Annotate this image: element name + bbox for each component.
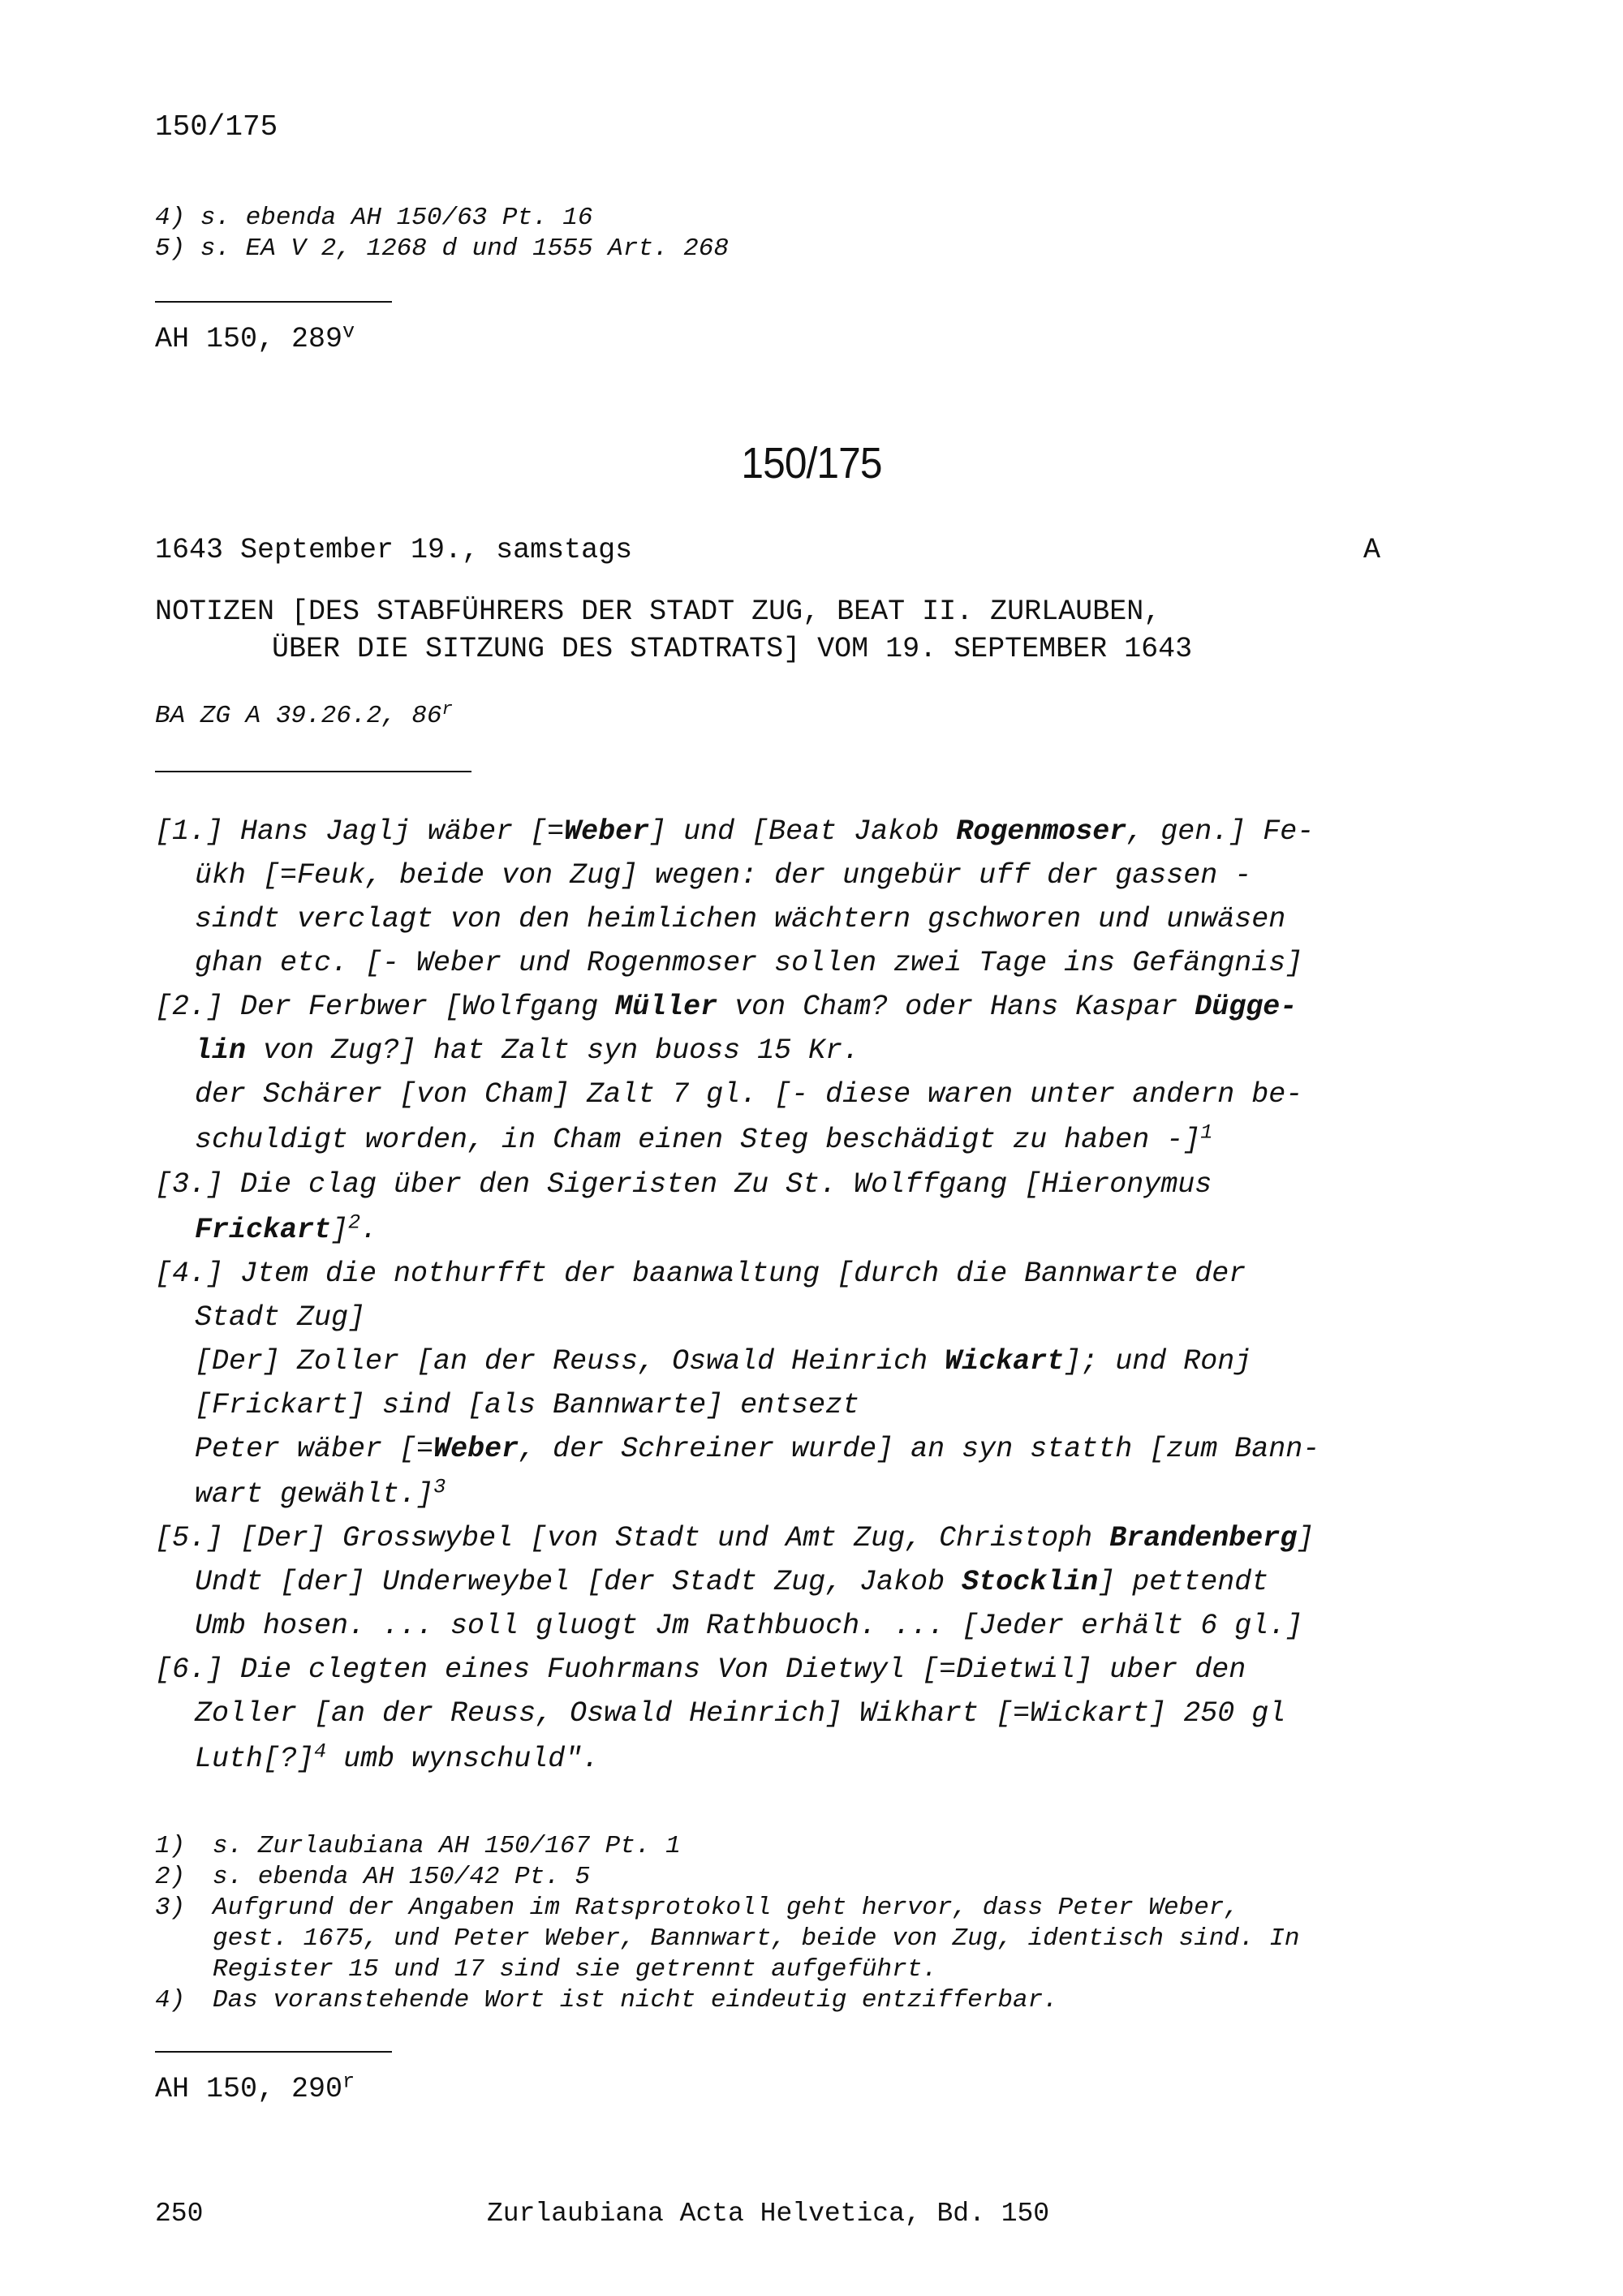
text: ]; und Ronj [1064,1345,1252,1378]
body-line [195,1475,446,1511]
body-line: der Schärer [von Cham] Zalt 7 gl. [- diese waren unter andern be- [195,1078,1303,1111]
footnote-marker: 2 [348,1210,361,1235]
body-line: [3.] Die clag über den Sigeristen Zu St. Wolffgang [Hieronymus [155,1168,1212,1201]
name-bold: Weber [433,1433,519,1465]
body-line [195,1433,1319,1465]
footnote-text: Das voranstehende Wort ist nicht eindeutig entzifferbar. [213,1986,1058,2014]
footnote-text: Aufgrund der Angaben im Ratsprotokoll geht hervor, dass Peter Weber, [213,1894,1240,1922]
body-line: Zoller [an der Reuss, Oswald Heinrich] Wikhart [=Wickart] 250 gl [195,1697,1286,1730]
text: ] pettendt [1098,1566,1269,1598]
journal-title: Zurlaubiana Acta Helvetica, Bd. 150 [487,2199,1050,2229]
folio-superscript: r [342,2070,355,2094]
text: Luth[?] [195,1743,315,1775]
text: ] [331,1214,349,1246]
document-letter: A [1363,534,1381,566]
body-line: [Frickart] sind [als Bannwarte] entsezt [195,1389,860,1421]
text: . [360,1214,378,1246]
body-line: Stadt Zug] [195,1301,366,1334]
text: Peter wäber [= [195,1433,434,1465]
document-date: 1643 September 19., samstags [155,534,633,566]
text: umb wynschuld". [326,1743,600,1775]
footnote-text: gest. 1675, und Peter Weber, Bannwart, beide von Zug, identisch sind. In [213,1924,1300,1953]
text: schuldigt worden, in Cham einen Steg beschädigt zu haben -] [195,1124,1201,1156]
name-bold: Rogenmoser [956,815,1127,848]
document-heading-line-2: ÜBER DIE SITZUNG DES STADTRATS] VOM 19. SEPTEMBER 1643 [272,633,1193,665]
footnote-number: 5) [155,234,186,263]
name-bold: Wickart [945,1345,1065,1378]
footnote-marker: 4 [314,1739,327,1764]
text: [5.] [Der] Grosswybel [von Stadt und Amt Zug, Christoph [155,1522,1110,1554]
footnote-text: Register 15 und 17 sind sie getrennt aufgeführt. [213,1955,937,1984]
footnote-number: 1) [155,1832,186,1860]
footnote-number: 4) [155,1986,186,2014]
document-title: 150/175 [741,439,882,488]
footnote-marker: 3 [433,1475,446,1499]
text: Undt [der] Underweybel [der Stadt Zug, Jakob [195,1566,962,1598]
body-line [155,1522,1314,1554]
name-bold: Frickart [195,1214,332,1246]
body-line: ükh [=Feuk, beide von Zug] wegen: der ungebür uff der gassen - [195,859,1252,892]
body-line [195,1034,859,1067]
text: [2.] Der Ferbwer [Wolfgang [155,991,616,1023]
name-bold: Weber [564,815,650,848]
source-text: BA ZG A 39.26.2, 86 [155,702,442,730]
text: , gen.] Fe- [1126,815,1315,848]
separator-rule [155,2051,392,2053]
text: [1.] Hans Jaglj wäber [= [155,815,565,848]
body-line: Umb hosen. ... soll gluogt Jm Rathbuoch. ... [Jeder erhält 6 gl.] [195,1610,1303,1642]
document-heading-line-1: NOTIZEN [DES STABFÜHRERS DER STADT ZUG, BEAT II. ZURLAUBEN, [155,595,1161,628]
separator-rule [155,301,392,303]
page-number: 250 [155,2199,204,2229]
folio-reference [155,320,355,355]
name-bold: Brandenberg [1109,1522,1298,1554]
previous-footnote-5 [155,234,729,264]
body-line [155,815,1314,848]
folio-superscript: v [342,320,355,344]
footnote-number: 4) [155,204,186,232]
previous-footnote-4 [155,203,593,234]
running-reference: 150/175 [155,110,278,144]
body-line [195,1210,378,1246]
separator-rule [155,771,471,772]
body-line [155,991,1297,1023]
body-line [195,1566,1268,1598]
text: ] [1297,1522,1315,1554]
folio-reference [155,2070,355,2105]
text: ] und [Beat Jakob [649,815,957,848]
text: wart gewählt.] [195,1478,434,1511]
footnote-number: 2) [155,1863,186,1891]
body-line: sindt verclagt von den heimlichen wächtern gschworen und unwäsen [195,903,1286,935]
text: von Cham? oder Hans Kaspar [717,991,1195,1023]
name-bold: Stocklin [962,1566,1099,1598]
name-bold: Müller [615,991,718,1023]
body-line: [4.] Jtem die nothurfft der baanwaltung [durch die Bannwarte der [155,1258,1246,1290]
text: von Zug?] hat Zalt syn buoss 15 Kr. [246,1034,860,1067]
source-superscript: r [441,698,453,720]
body-line [195,1120,1213,1156]
source-reference [155,698,453,730]
body-line [195,1345,1251,1378]
body-line [195,1739,600,1775]
body-line: ghan etc. [- Weber und Rogenmoser sollen zwei Tage ins Gefängnis] [195,947,1303,979]
footnote-text: s. EA V 2, 1268 d und 1555 Art. 268 [200,234,729,263]
text: , der Schreiner wurde] an syn statth [zum Bann- [519,1433,1320,1465]
folio-reference-text: AH 150, 289 [155,323,343,355]
footnote-text: s. ebenda AH 150/63 Pt. 16 [200,204,593,232]
footnote-marker: 1 [1200,1120,1213,1145]
footnote-text: s. Zurlaubiana AH 150/167 Pt. 1 [213,1832,681,1860]
footnote-text: s. ebenda AH 150/42 Pt. 5 [213,1863,591,1891]
text: [Der] Zoller [an der Reuss, Oswald Heinrich [195,1345,945,1378]
footnote-number: 3) [155,1894,186,1922]
name-bold: Dügge- [1195,991,1298,1023]
name-bold: lin [195,1034,247,1067]
body-line: [6.] Die clegten eines Fuohrmans Von Dietwyl [=Dietwil] uber den [155,1653,1246,1686]
folio-reference-text: AH 150, 290 [155,2073,343,2105]
